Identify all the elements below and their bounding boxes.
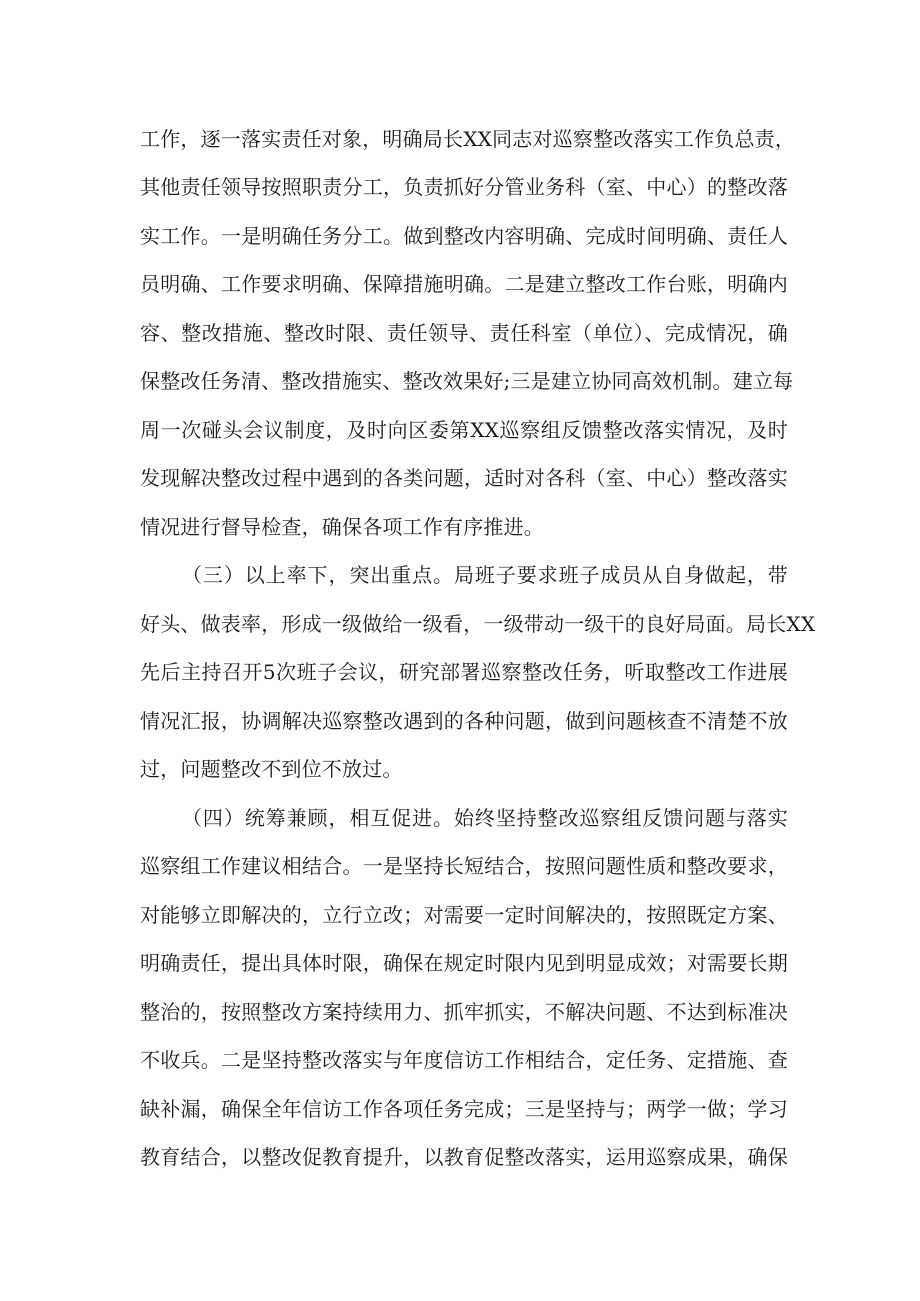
text-line: 教育结合，以整改促教育提升，以教育促整改落实，运用巡察成果，确保	[140, 1145, 788, 1169]
text-line: 巡察组工作建议相结合。一是坚持长短结合，按照问题性质和整改要求，	[140, 854, 788, 878]
text-line: 明确责任，提出具体时限，确保在规定时限内见到明显成效；对需要长期	[140, 951, 788, 975]
text-line: 工作，逐一落实责任对象，明确局长XX同志对巡察整改落实工作负总责，	[140, 127, 796, 151]
text-line: 情况进行督导检查，确保各项工作有序推进。	[140, 515, 544, 539]
text-line: 发现解决整改过程中遇到的各类问题，适时对各科（室、中心）整改落实	[140, 466, 788, 490]
text-line: 保整改任务清、整改措施实、整改效果好;三是建立协同高效机制。建立每	[140, 369, 794, 393]
paragraph-heading-line: （三）以上率下，突出重点。局班子要求班子成员从自身做起，带	[182, 563, 788, 587]
paragraph-heading-line: （四）统筹兼顾，相互促进。始终坚持整改巡察组反馈问题与落实	[182, 806, 788, 830]
text-line: 实工作。一是明确任务分工。做到整改内容明确、完成时间明确、责任人	[140, 224, 788, 248]
text-line: 其他责任领导按照职责分工，负责抓好分管业务科（室、中心）的整改落	[140, 175, 788, 199]
text-line: 周一次碰头会议制度，及时向区委第XX巡察组反馈整改落实情况，及时	[140, 418, 788, 442]
text-line: 整治的，按照整改方案持续用力、抓牢抓实，不解决问题、不达到标准决	[140, 1000, 788, 1024]
text-line: 不收兵。二是坚持整改落实与年度信访工作相结合，定任务、定措施、查	[140, 1048, 788, 1072]
text-line: 对能够立即解决的，立行立改；对需要一定时间解决的，按照既定方案、	[140, 903, 788, 927]
text-line: 过，问题整改不到位不放过。	[140, 757, 403, 781]
text-line: 缺补漏，确保全年信访工作各项任务完成；三是坚持与；两学一做；学习	[140, 1097, 788, 1121]
text-line: 容、整改措施、整改时限、责任领导、责任科室（单位）、完成情况，确	[140, 321, 788, 345]
text-line: 员明确、工作要求明确、保障措施明确。二是建立整改工作台账，明确内	[140, 272, 788, 296]
text-line: 先后主持召开5次班子会议，研究部署巡察整改任务，听取整改工作进展	[140, 660, 788, 684]
text-line: 好头、做表率，形成一级做给一级看，一级带动一级干的良好局面。局长XX	[140, 612, 816, 636]
text-line: 情况汇报，协调解决巡察整改遇到的各种问题，做到问题核查不清楚不放	[140, 709, 788, 733]
